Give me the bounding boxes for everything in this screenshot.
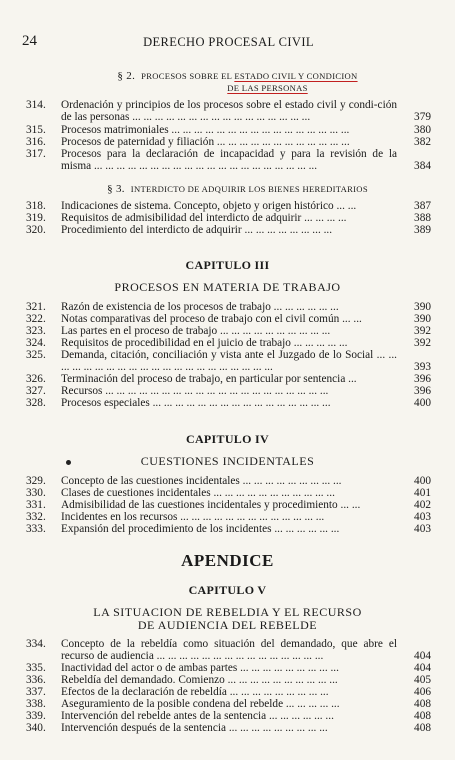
page-header [22, 33, 435, 51]
chapter-title-line1: LA SITUACION DE REBELDIA Y EL RECURSO [93, 605, 362, 619]
toc-entry: 316. Procesos de paternidad y filiación ... ... ... ... ... ... ... ... ... ... ... ... 382 [26, 136, 431, 148]
toc-entry: 314. Ordenación y principios de los procesos sobre el estado civil y condi-ción de las personas ... ... ... ... ... ... ... ... ... ... ... ... ... ... ... ... 379 [26, 99, 431, 124]
section-title-underlined-2: DE LAS PERSONAS [227, 83, 308, 93]
toc-entry: 332. Incidentes en los recursos ... ... ... ... ... ... ... ... ... ... ... ... ... 403 [26, 511, 431, 523]
toc-entry: 340. Intervención después de la sentencia ... ... ... ... ... ... ... ... ... 408 [26, 722, 431, 734]
toc-entry: 331. Admisibilidad de las cuestiones incidentales y procedimiento ... ... 402 [26, 499, 431, 511]
toc-entry: 325. Demanda, citación, conciliación y vista ante el Juzgado de lo Social ... ... ... ... ... ... ... ... ... ... ... ... ... ... ... ... ... ... ... ... ... 393 [26, 349, 431, 374]
section-title: INTERDICTO DE ADQUIRIR LOS BIENES HEREDITARIOS [130, 184, 368, 194]
toc-entry: 318. Indicaciones de sistema. Concepto, objeto y origen histórico ... ... 387 [26, 200, 431, 212]
toc-entry: 315. Procesos matrimoniales ... ... ... ... ... ... ... ... ... ... ... ... ... ... ... ... 380 [26, 124, 431, 136]
section-title-plain: PROCESOS SOBRE EL [141, 71, 235, 81]
toc-entry: 333. Expansión del procedimiento de los incidentes ... ... ... ... ... ... 403 [26, 523, 431, 535]
toc-entry: 323. Las partes en el proceso de trabajo ... ... ... ... ... ... ... ... ... ... 392 [26, 325, 431, 337]
toc-entry: 336. Rebeldía del demandado. Comienzo ... ... ... ... ... ... ... ... ... ... 405 [26, 674, 431, 686]
toc-entry: 322. Notas comparativas del proceso de trabajo con el civil común ... ... 390 [26, 313, 431, 325]
chapter-title: CUESTIONES INCIDENTALES [140, 454, 315, 468]
toc-entry: 319. Requisitos de admisibilidad del interdicto de adquirir ... ... ... ... 388 [26, 212, 431, 224]
toc-entry: 334. Concepto de la rebeldía como situación del demandado, que abre el recurso de audiencia ... ... ... ... ... ... ... ... ... ... ... ... ... ... ... 404 [26, 638, 431, 663]
chapter-label: CAPITULO V [188, 583, 267, 597]
section-title-underlined: ESTADO CIVIL Y CONDICION [234, 71, 358, 81]
page-number: 24 [22, 33, 37, 49]
toc-entry: 326. Terminación del proceso de trabajo, en particular por sentencia ... 396 [26, 373, 431, 385]
chapter-label: CAPITULO IV [186, 432, 269, 446]
running-head: DERECHO PROCESAL CIVIL [143, 35, 314, 49]
section-symbol: § 2. [117, 70, 136, 82]
toc-entry: 338. Aseguramiento de la posible condena del rebelde ... ... ... ... ... 408 [26, 698, 431, 710]
chapter-title-line2: DE AUDIENCIA DEL REBELDE [137, 618, 318, 632]
toc-entry: 328. Procesos especiales ... ... ... ... ... ... ... ... ... ... ... ... ... ... ... ... 400 [26, 397, 431, 409]
toc-entry: 321. Razón de existencia de los procesos de trabajo ... ... ... ... ... ... 390 [26, 301, 431, 313]
toc-entry: 337. Efectos de la declaración de rebeldía ... ... ... ... ... ... ... ... ... 406 [26, 686, 431, 698]
appendix-heading: APENDICE [181, 551, 274, 570]
chapter-label: CAPITULO III [185, 258, 270, 272]
toc-entry: 339. Intervención del rebelde antes de la sentencia ... ... ... ... ... ... 408 [26, 710, 431, 722]
section-heading-2 [60, 70, 415, 94]
toc-entry: 317. Procesos para la declaración de incapacidad y para la revisión de la misma ... ... ... ... ... ... ... ... ... ... ... ... ... ... ... ... ... ... ... ... 384 [26, 148, 431, 173]
toc-entry: 330. Clases de cuestiones incidentales ... ... ... ... ... ... ... ... ... ... ... 401 [26, 487, 431, 499]
chapter-title: PROCESOS EN MATERIA DE TRABAJO [114, 280, 341, 294]
toc-entry: 327. Recursos ... ... ... ... ... ... ... ... ... ... ... ... ... ... ... ... ... ... ... ... 396 [26, 385, 431, 397]
toc-entry: 329. Concepto de las cuestiones incidentales ... ... ... ... ... ... ... ... ... 400 [26, 475, 431, 487]
toc-entry: 335. Inactividad del actor o de ambas partes ... ... ... ... ... ... ... ... ... 404 [26, 662, 431, 674]
toc-entry: 324. Requisitos de procedibilidad en el juicio de trabajo ... ... ... ... ... 392 [26, 337, 431, 349]
section-heading-3 [60, 183, 415, 195]
section-symbol: § 3. [107, 183, 125, 195]
toc-entry: 320. Procedimiento del interdicto de adquirir ... ... ... ... ... ... ... ... 389 [26, 224, 431, 236]
